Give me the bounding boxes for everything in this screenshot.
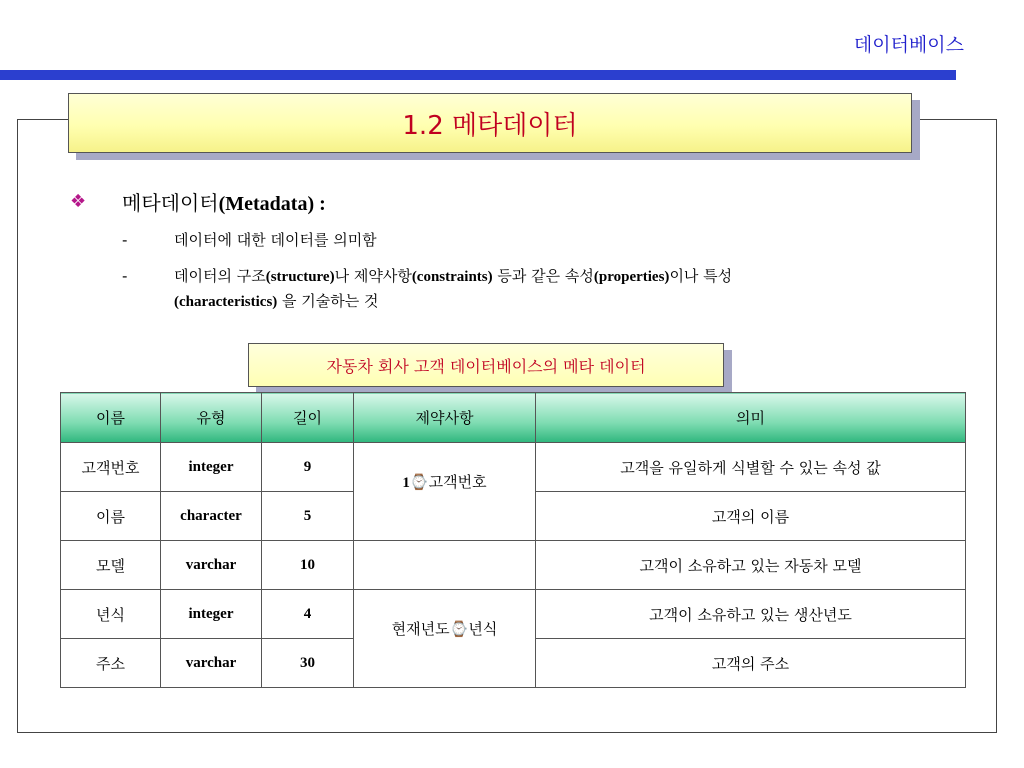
dash: - [122,231,128,249]
cell-type: integer [161,443,262,492]
table-header-row [61,393,966,443]
cell-meaning: 고객이 소유하고 있는 자동차 모델 [536,541,966,590]
sub-item-2 [122,264,934,314]
sub-item-text: 데이터에 대한 데이터를 의미함 [174,231,377,249]
clock-icon: ⌚ [449,620,469,638]
cell-name: 이름 [61,492,161,541]
text-part: 나 제약사항 [334,267,412,285]
cell-length: 4 [262,590,354,639]
text-part: 등과 같은 속성 [492,267,594,285]
cell-type: varchar [161,541,262,590]
cell-type: integer [161,590,262,639]
bullet-term: 메타데이터 [122,191,219,215]
cell-name: 주소 [61,639,161,688]
cell-meaning: 고객이 소유하고 있는 생산년도 [536,590,966,639]
text-part: 을 기술하는 것 [277,292,379,310]
text-part-en: (properties) [593,269,670,285]
cell-constraint [354,590,536,688]
cell-name: 년식 [61,590,161,639]
clock-icon: ⌚ [409,473,429,491]
cell-length: 9 [262,443,354,492]
dash: - [122,267,128,285]
text-part-en: (structure) [265,269,335,285]
constraint-text: 년식 [468,620,498,638]
table-row [61,443,966,492]
constraint-prefix: 1 [402,475,410,491]
header-constraint: 제약사항 [354,393,536,443]
text-part-en: (characteristics) [174,294,278,310]
cell-constraint-empty [354,541,536,590]
cell-meaning: 고객의 주소 [536,639,966,688]
bullet-heading [122,187,326,216]
header-title: 데이터베이스 [853,34,964,56]
header-type: 유형 [161,393,262,443]
cell-meaning: 고객의 이름 [536,492,966,541]
cell-name: 모델 [61,541,161,590]
text-part: 데이터의 구조 [174,267,266,285]
cell-constraint [354,443,536,541]
header-length: 길이 [262,393,354,443]
cell-length: 5 [262,492,354,541]
cell-meaning: 고객을 유일하게 식별할 수 있는 속성 값 [536,443,966,492]
sub-item-1 [122,228,377,252]
cell-length: 10 [262,541,354,590]
table-row [61,541,966,590]
slide-title: 1.2 메타데이터 [68,93,912,153]
text-part: 이나 특성 [669,267,733,285]
constraint-text: 고객번호 [428,473,487,491]
constraint-prefix: 현재년도 [391,620,450,638]
cell-length: 30 [262,639,354,688]
cell-type: varchar [161,639,262,688]
header-meaning: 의미 [536,393,966,443]
cell-type: character [161,492,262,541]
header-bar [0,70,956,80]
table-row [61,590,966,639]
text-part-en: (constraints) [411,269,493,285]
cell-name: 고객번호 [61,443,161,492]
metadata-table [60,392,966,688]
header-name: 이름 [61,393,161,443]
bullet-metadata [70,187,326,216]
bullet-term-en: (Metadata) : [218,193,326,215]
table-caption: 자동차 회사 고객 데이터베이스의 메타 데이터 [248,343,724,387]
diamond-bullet-icon: ❖ [70,191,87,212]
